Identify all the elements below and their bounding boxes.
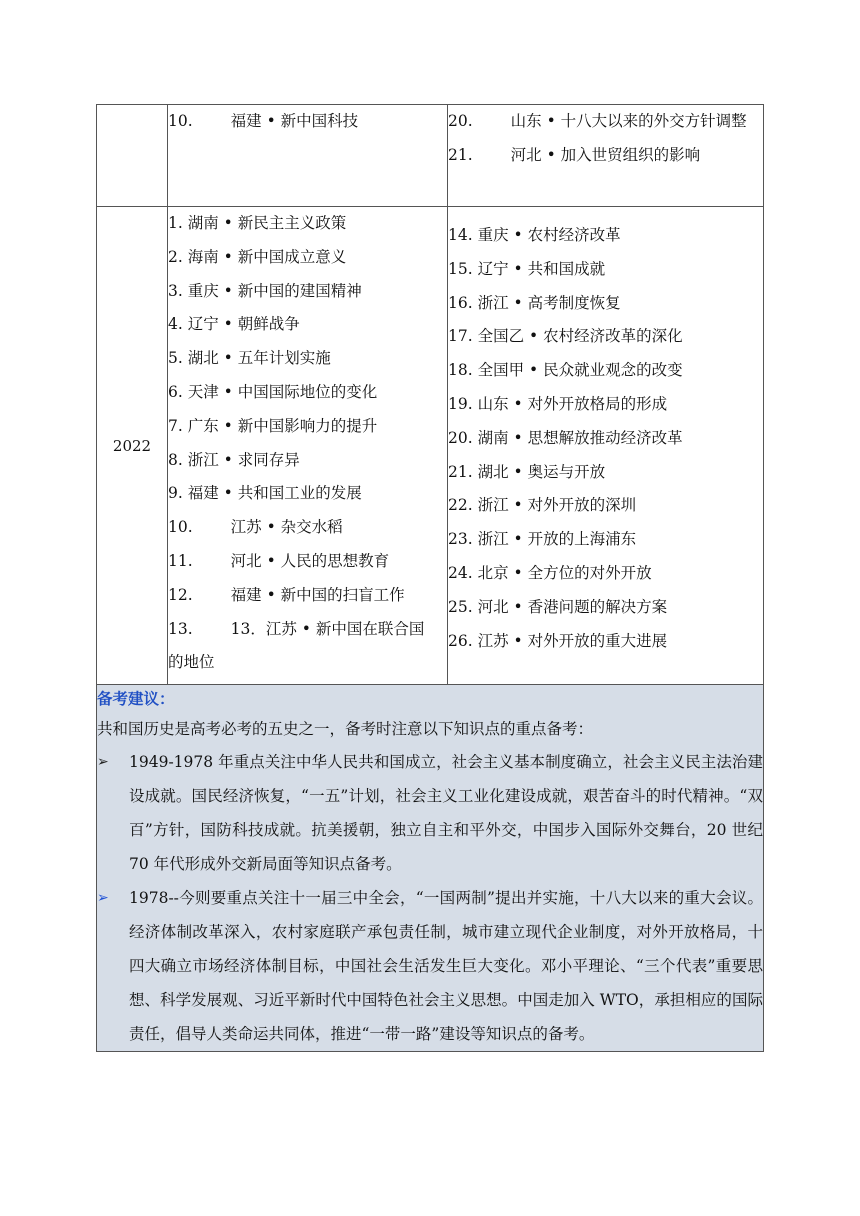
topic-item: 10. 福建 • 新中国科技 [168, 112, 359, 130]
advice-bullet-text: 1978--今则要重点关注十一届三中全会，“一国两制”提出并实施，十八大以来的重大会议。经济体制改革深入，农村家庭联产承包责任制，城市建立现代企业制度，对外开放格局，十四大确立市场经济体制目标，中国社会生活发生巨大变化。邓小平理论、“三个代表”重要思想、科学发展观、习近平新时代中国特色社会主义思想。中国走加入 WTO，承担相应的国际责任，倡导人类命运共同体，推进“一带一路”建设等知识点的备考。 [129, 889, 763, 1044]
topic-item: 14. 重庆 • 农村经济改革 [448, 226, 621, 244]
advice-row [97, 685, 764, 1052]
topic-item: 19. 山东 • 对外开放格局的形成 [448, 394, 668, 413]
topic-item: 22. 浙江 • 对外开放的深圳 [448, 496, 637, 515]
exam-advice-panel [97, 685, 764, 1052]
topic-item: 16. 浙江 • 高考制度恢复 [448, 293, 621, 312]
topic-item: 10. 江苏 • 杂交水稻 [168, 518, 343, 537]
topic-item: 9. 福建 • 共和国工业的发展 [168, 484, 362, 503]
topic-item: 26. 江苏 • 对外开放的重大进展 [448, 631, 668, 650]
topic-item: 18. 全国甲 • 民众就业观念的改变 [448, 361, 683, 380]
topic-column-right [448, 207, 764, 685]
topic-item: 21. 湖北 • 奥运与开放 [448, 462, 606, 481]
topic-item: 17. 全国乙 • 农村经济改革的深化 [448, 327, 683, 346]
topic-item: 12. 福建 • 新中国的扫盲工作 [168, 585, 405, 604]
topic-column-right [448, 105, 764, 207]
exam-topics-table [96, 104, 764, 1052]
year-cell: 2022 [97, 207, 168, 685]
topic-item: 3. 重庆 • 新中国的建国精神 [168, 281, 362, 300]
arrow-bullet-icon: ➢ [97, 890, 109, 907]
table-row-2022 [97, 207, 764, 685]
topic-item: 8. 浙江 • 求同存异 [168, 450, 300, 469]
topic-item: 24. 北京 • 全方位的对外开放 [448, 563, 652, 582]
year-cell-empty [97, 105, 168, 207]
topic-item: 20. 湖南 • 思想解放推动经济改革 [448, 428, 683, 447]
topic-item: 4. 辽宁 • 朝鲜战争 [168, 315, 300, 334]
topic-column-left [168, 207, 448, 685]
advice-title: 备考建议： [97, 690, 175, 709]
table-row-prev [97, 105, 764, 207]
topic-item: 21. 河北 • 加入世贸组织的影响 [448, 145, 701, 164]
topic-item: 13. 13．江苏 • 新中国在联合国的地位 [168, 619, 425, 672]
arrow-bullet-icon: ➢ [97, 754, 109, 771]
topic-item: 15. 辽宁 • 共和国成就 [448, 259, 606, 278]
topic-item: 11. 河北 • 人民的思想教育 [168, 551, 390, 570]
topic-item: 7. 广东 • 新中国影响力的提升 [168, 416, 378, 435]
topic-item: 2. 海南 • 新中国成立意义 [168, 247, 347, 266]
advice-bullet [97, 881, 763, 1051]
topic-column-left [168, 105, 448, 207]
topic-item: 23. 浙江 • 开放的上海浦东 [448, 530, 637, 549]
advice-bullet [97, 745, 763, 881]
topic-item: 5. 湖北 • 五年计划实施 [168, 349, 331, 368]
advice-bullet-text: 1949-1978 年重点关注中华人民共和国成立，社会主义基本制度确立，社会主义民主法治建设成就。国民经济恢复，“一五”计划，社会主义工业化建设成就，艰苦奋斗的时代精神。“双百”方针，国防科技成就。抗美援朝，独立自主和平外交，中国步入国际外交舞台，20 世纪 70 年代形成外交新局面等知识点备考。 [129, 753, 763, 874]
advice-intro: 共和国历史是高考必考的五史之一，备考时注意以下知识点的重点备考： [97, 720, 594, 739]
topic-item: 25. 河北 • 香港问题的解决方案 [448, 597, 668, 616]
topic-item: 20. 山东 • 十八大以来的外交方针调整 [448, 112, 747, 130]
topic-item: 6. 天津 • 中国国际地位的变化 [168, 382, 378, 401]
topic-item: 1. 湖南 • 新民主主义政策 [168, 214, 347, 232]
